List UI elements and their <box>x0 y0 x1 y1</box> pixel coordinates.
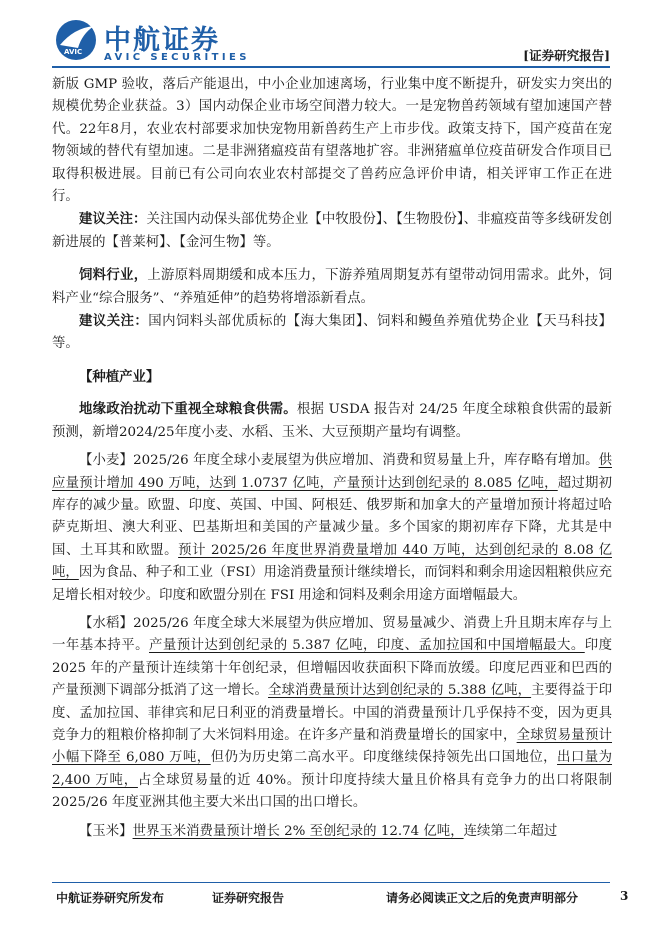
avic-logo-icon <box>54 18 98 62</box>
section-title: 【种植产业】 <box>79 368 160 385</box>
paragraph: 【水稻】2025/26 年度全球大米展望为供应增加、贸易量减少、消费上升且期末库存与上一年基本持平。产量预计达到创纪录的 5.387 亿吨，印度、孟加拉国和中国增幅最大。印度 2025 年的产量预计连续第十年创纪录，但增幅因收获面积下降而放缓。印度尼西亚和巴西的产量预测下调部分抵消了这一增长。全球消费量预计达到创纪录的 5.388 亿吨，主要得益于印度、孟加拉国、菲律宾和尼日利亚的消费量增长。中国的消费量预计几乎保持不变，因为更具竞争力的粗粮价格抑制了大米饲料用途。在许多产量和消费量增长的国家中，全球贸易量预计小幅下降至 6,080 万吨，但仍为历史第二高水平。印度继续保持领先出口国地位，出口量为 2,400 万吨，占全球贸易量的近 40%。预计印度持续大量且价格具有竞争力的出口将限制 2025/26 年度亚洲其他主要大米出口国的出口增长。 <box>52 615 613 811</box>
logo-name-cn: 中航证券 <box>104 25 220 56</box>
header-divider <box>52 66 610 68</box>
paragraph: 【小麦】2025/26 年度全球小麦展望为供应增加、消费和贸易量上升，库存略有增加。供应量预计增加 490 万吨，达到 1.0737 亿吨，产量预计达到创纪录的 8.085 亿吨，超过期初库存的减少量。欧盟、印度、英国、中国、阿根廷、俄罗斯和加拿大的产量增加预计将超过哈萨克斯坦、澳大利亚、巴基斯坦和美国的产量减少量。多个国家的期初库存下降，尤其是中国、土耳其和欧盟。预计 2025/26 年度世界消费量增加 440 万吨，达到创纪录的 8.08 亿吨，因为食品、种子和工业（FSI）用途消费量预计继续增长，而饲料和剩余用途因粗粮供应充足增长相对较少。印度和欧盟分别在 FSI 用途和饲料及剩余用途方面增幅最大。 <box>52 453 612 603</box>
paragraph: 建议关注：国内饲料头部优质标的【海大集团】、饲料和鳗鱼养殖优势企业【天马科技】等。 <box>52 313 612 352</box>
footer-disclaimer: 请务必阅读正文之后的免责声明部分 <box>386 891 579 905</box>
svg-text:AVIC: AVIC <box>64 48 83 56</box>
paragraph: 饲料行业，上游原料周期缓和成本压力，下游养殖周期复苏有望带动饲用需求。此外，饲料产业“综合服务”、“养殖延伸”的趋势将增添新看点。 <box>52 267 613 306</box>
logo-name-en: AVIC SECURITIES <box>104 52 250 63</box>
document-body <box>52 74 612 843</box>
paragraph: 【玉米】世界玉米消费量预计增长 2% 至创纪录的 12.74 亿吨，连续第二年超过 <box>79 823 558 839</box>
footer-report-type: 证券研究报告 <box>212 891 285 905</box>
page-header <box>0 0 662 72</box>
paragraph: 新版 GMP 验收，落后产能退出，中小企业加速离场，行业集中度不断提升，研发实力突出的规模优势企业获益。3）国内动保企业市场空间潜力较大。一是宠物兽药领域有望加速国产替代。22年8月，农业农村部要求加快宠物用新兽药生产上市步伐。政策支持下，国产疫苗在宠物领域的替代有望加速。二是非洲猪瘟疫苗有望落地扩容。非洲猪瘟单位疫苗研发合作项目已取得积极进展。目前已有公司向农业农村部提交了兽药应急评价申请，相关评审工作正在进行。 <box>52 77 612 205</box>
header-report-type: [证券研究报告] <box>523 48 610 63</box>
page-footer <box>0 882 662 922</box>
paragraph: 建议关注：关注国内动保头部优势企业【中牧股份】、【生物股份】、非瘟疫苗等多线研发创新进展的【普莱柯】、【金河生物】等。 <box>52 211 612 250</box>
footer-publisher: 中航证券研究所发布 <box>56 891 165 905</box>
footer-divider <box>52 882 610 883</box>
page-number: 3 <box>620 889 629 903</box>
paragraph: 地缘政治扰动下重视全球粮食供需。根据 USDA 报告对 24/25 年度全球粮食供需的最新预测，新增2024/25年度小麦、水稻、玉米、大豆预期产量均有调整。 <box>52 401 613 440</box>
